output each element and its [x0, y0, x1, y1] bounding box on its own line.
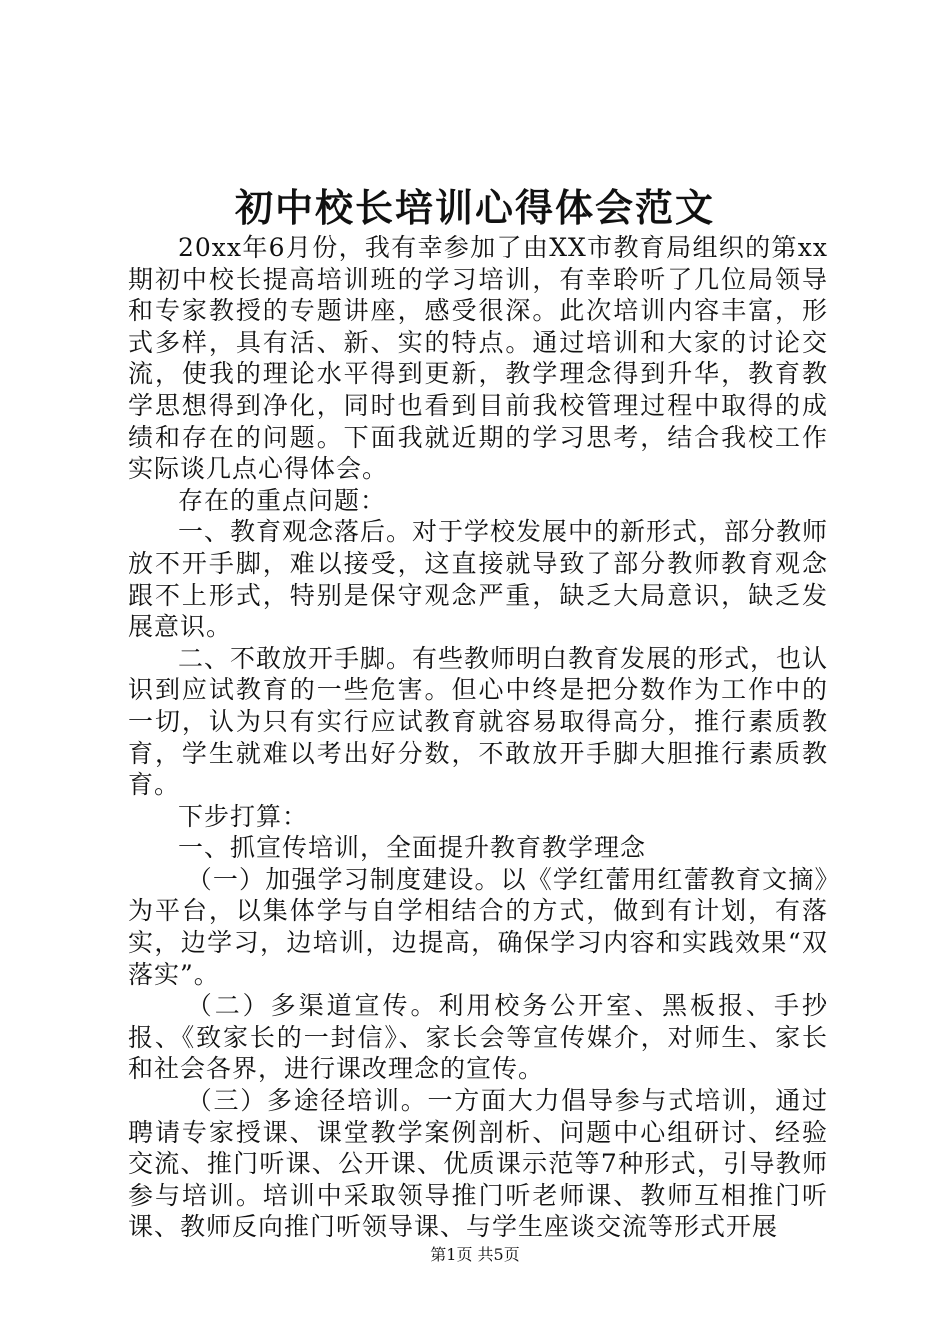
section-heading-plans: 下步打算：	[178, 801, 309, 831]
problem-paragraph-2: 二、不敢放开手脚。有些教师明白教育发展的形式，也认识到应试教育的一些危害。但心中终是把分数作为工作中的一切，认为只有实行应试教育就容易取得高分，推行素质教育，学生就难以考出好分数，不敢放开手脚大胆推行素质教育。	[128, 643, 829, 800]
page-footer: 第1页 共5页	[430, 1245, 520, 1264]
plan-heading-1: 一、抓宣传培训，全面提升教育教学理念	[178, 833, 647, 863]
plan-item-3: （三）多途径培训。一方面大力倡导参与式培训，通过聘请专家授课、课堂教学案例剖析、问题中心组研讨、经验交流、推门听课、公开课、优质课示范等7种形式，引导教师参与培训。培训中采取领导推门听老师课、教师互相推门听课、教师反向推门听领导课、与学生座谈交流等形式开展	[128, 1086, 828, 1242]
document-body	[128, 232, 828, 1243]
plan-item-2: （二）多渠道宣传。利用校务公开室、黑板报、手抄报、《致家长的一封信》、家长会等宣传媒介，对师生、家长和社会各界，进行课改理念的宣传。	[128, 991, 828, 1084]
intro-paragraph: 20xx年6月份，我有幸参加了由XX市教育局组织的第xx期初中校长提高培训班的学习培训，有幸聆听了几位局领导和专家教授的专题讲座，感受很深。此次培训内容丰富，形式多样，具有活、新、实的特点。通过培训和大家的讨论交流，使我的理论水平得到更新，教学理念得到升华，教育教学思想得到净化，同时也看到目前我校管理过程中取得的成绩和存在的问题。下面我就近期的学习思考，结合我校工作实际谈几点心得体会。	[128, 233, 828, 484]
document-title: 初中校长培训心得体会范文	[234, 185, 715, 230]
plan-item-1: （一）加强学习制度建设。以《学红蕾用红蕾教育文摘》为平台，以集体学与自学相结合的方式，做到有计划，有落实，边学习，边培训，边提高，确保学习内容和实践效果“双落实”。	[128, 864, 828, 989]
problem-paragraph-1: 一、教育观念落后。对于学校发展中的新形式，部分教师放不开手脚，难以接受，这直接就导致了部分教师教育观念跟不上形式，特别是保守观念严重，缺乏大局意识，缺乏发展意识。	[128, 517, 829, 642]
section-heading-problems: 存在的重点问题：	[178, 485, 387, 515]
